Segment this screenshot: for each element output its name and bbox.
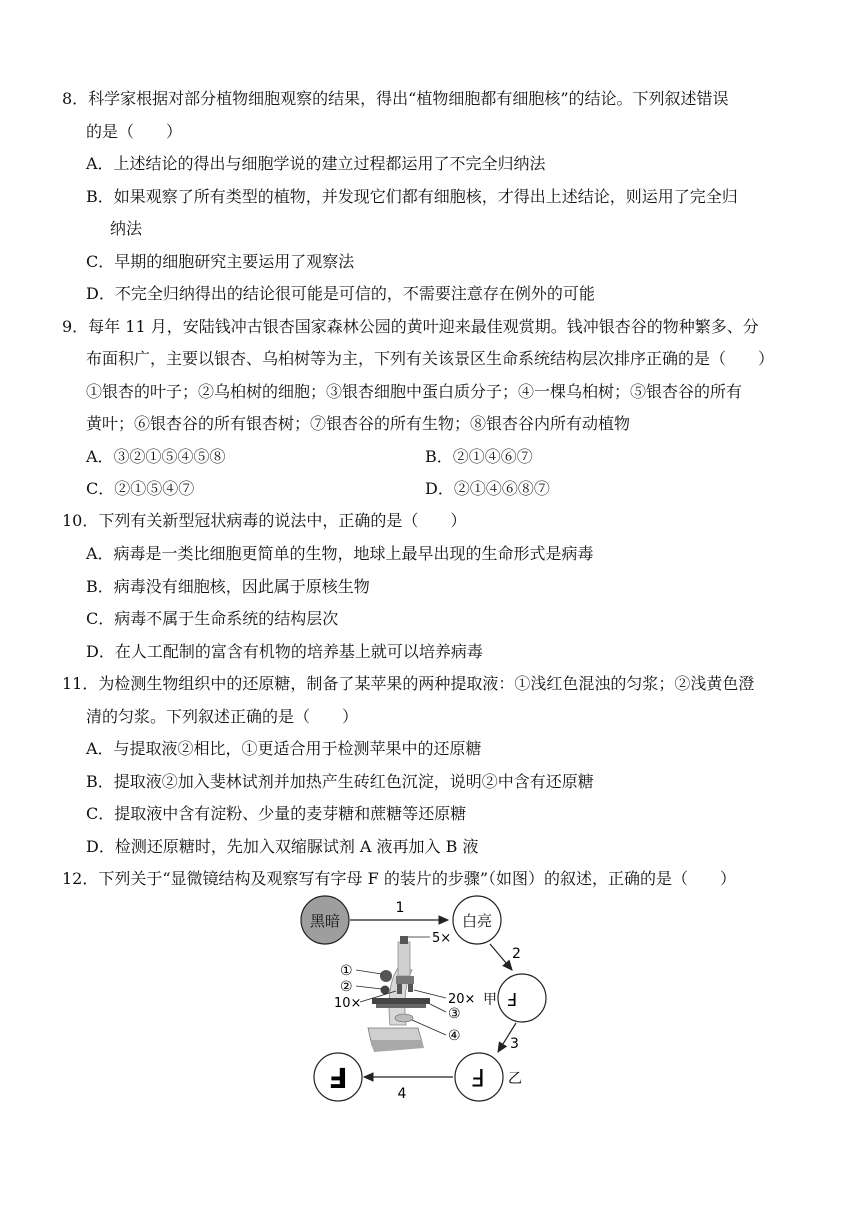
part-1-label: ① [340, 963, 353, 979]
part-4-label: ④ [448, 1028, 461, 1044]
letter-f-rotated: F [506, 988, 518, 1009]
q8-stem-cont: 的是（ ） [86, 122, 183, 141]
q10-option-d: D．在人工配制的富含有机物的培养基上就可以培养病毒 [86, 642, 483, 661]
low-objective-label: 10× [334, 996, 362, 1011]
q9-items: ①银杏的叶子；②乌桕树的细胞；③银杏细胞中蛋白质分子；④一棵乌桕树；⑤银杏谷的所有 [86, 382, 743, 401]
q8-option-a: A．上述结论的得出与细胞学说的建立过程都运用了不完全归纳法 [86, 154, 546, 173]
q10-stem: 10．下列有关新型冠状病毒的说法中，正确的是（ ） [62, 511, 467, 530]
q11-option-c: C．提取液中含有淀粉、少量的麦芽糖和蔗糖等还原糖 [86, 804, 467, 823]
yi-label: 乙 [508, 1071, 522, 1087]
part-3-label: ③ [448, 1006, 461, 1022]
q11-stem-cont: 清的匀浆。下列叙述正确的是（ ） [86, 707, 359, 726]
high-objective-label: 20× [448, 992, 476, 1007]
bright-field-label: 白亮 [461, 912, 493, 930]
view-jia-circle [483, 974, 546, 1022]
q8-option-d: D．不完全归纳得出的结论很可能是可信的，不需要注意存在例外的可能 [86, 284, 595, 303]
q9-option-b: B．②①④⑥⑦ [425, 447, 533, 466]
microscope-diagram [290, 890, 570, 1110]
q11-option-d: D．检测还原糖时，先加入双缩脲试剂 A 液再加入 B 液 [86, 837, 479, 856]
dark-field-label: 黑暗 [309, 912, 341, 930]
dark-field-circle [301, 896, 349, 944]
q9-option-a: A．③②①⑤④⑤⑧ [86, 447, 226, 466]
q12-stem: 12．下列关于“显微镜结构及观察写有字母 F 的装片的步骤”（如图）的叙述，正确的是（ ） [62, 869, 736, 888]
q10-option-b: B．病毒没有细胞核，因此属于原核生物 [86, 577, 370, 596]
bright-field-circle [453, 896, 501, 944]
q11-option-a: A．与提取液②相比，①更适合用于检测苹果中的还原糖 [86, 739, 482, 758]
part-2-label: ② [340, 979, 353, 995]
q9-stem: 9．每年 11 月，安陆钱冲古银杏国家森林公园的黄叶迎来最佳观赏期。钱冲银杏谷的物种繁多、分 [62, 317, 759, 336]
q11-stem: 11．为检测生物组织中的还原糖，制备了某苹果的两种提取液：①浅红色混浊的匀浆；②浅黄色澄 [62, 674, 755, 693]
q11-option-b: B．提取液②加入斐林试剂并加热产生砖红色沉淀，说明②中含有还原糖 [86, 772, 594, 791]
letter-f-large: F [471, 1063, 485, 1091]
q8-option-b-cont: 纳法 [110, 219, 143, 238]
letter-f-final: F [328, 1061, 348, 1094]
view-yi-circle [455, 1053, 522, 1101]
microscope-illustration [356, 936, 446, 1052]
jia-label: 甲 [483, 992, 497, 1008]
q10-option-c: C．病毒不属于生命系统的结构层次 [86, 609, 339, 628]
step-3-label: 3 [510, 1036, 519, 1052]
arrow-step-2 [490, 944, 512, 970]
q9-stem-cont: 布面积广，主要以银杏、乌桕树等为主，下列有关该景区生命系统结构层次排序正确的是（ ） [86, 349, 775, 368]
q8-stem: 8．科学家根据对部分植物细胞观察的结果，得出“植物细胞都有细胞核”的结论。下列叙述错误 [62, 89, 729, 108]
step-4-label: 4 [397, 1086, 407, 1102]
eyepiece-label: 5× [432, 931, 452, 946]
final-view-circle [314, 1053, 362, 1101]
step-2-label: 2 [512, 946, 521, 962]
q10-option-a: A．病毒是一类比细胞更简单的生物，地球上最早出现的生命形式是病毒 [86, 544, 594, 563]
step-1-label: 1 [395, 900, 405, 916]
q9-items-cont: 黄叶；⑥银杏谷的所有银杏树；⑦银杏谷的所有生物；⑧银杏谷内所有动植物 [86, 414, 631, 433]
q8-option-b: B．如果观察了所有类型的植物，并发现它们都有细胞核，才得出上述结论，则运用了完全归 [86, 187, 738, 206]
q9-option-d: D．②①④⑥⑧⑦ [425, 479, 550, 498]
q8-option-c: C．早期的细胞研究主要运用了观察法 [86, 252, 355, 271]
q9-option-c: C．②①⑤④⑦ [86, 479, 195, 498]
